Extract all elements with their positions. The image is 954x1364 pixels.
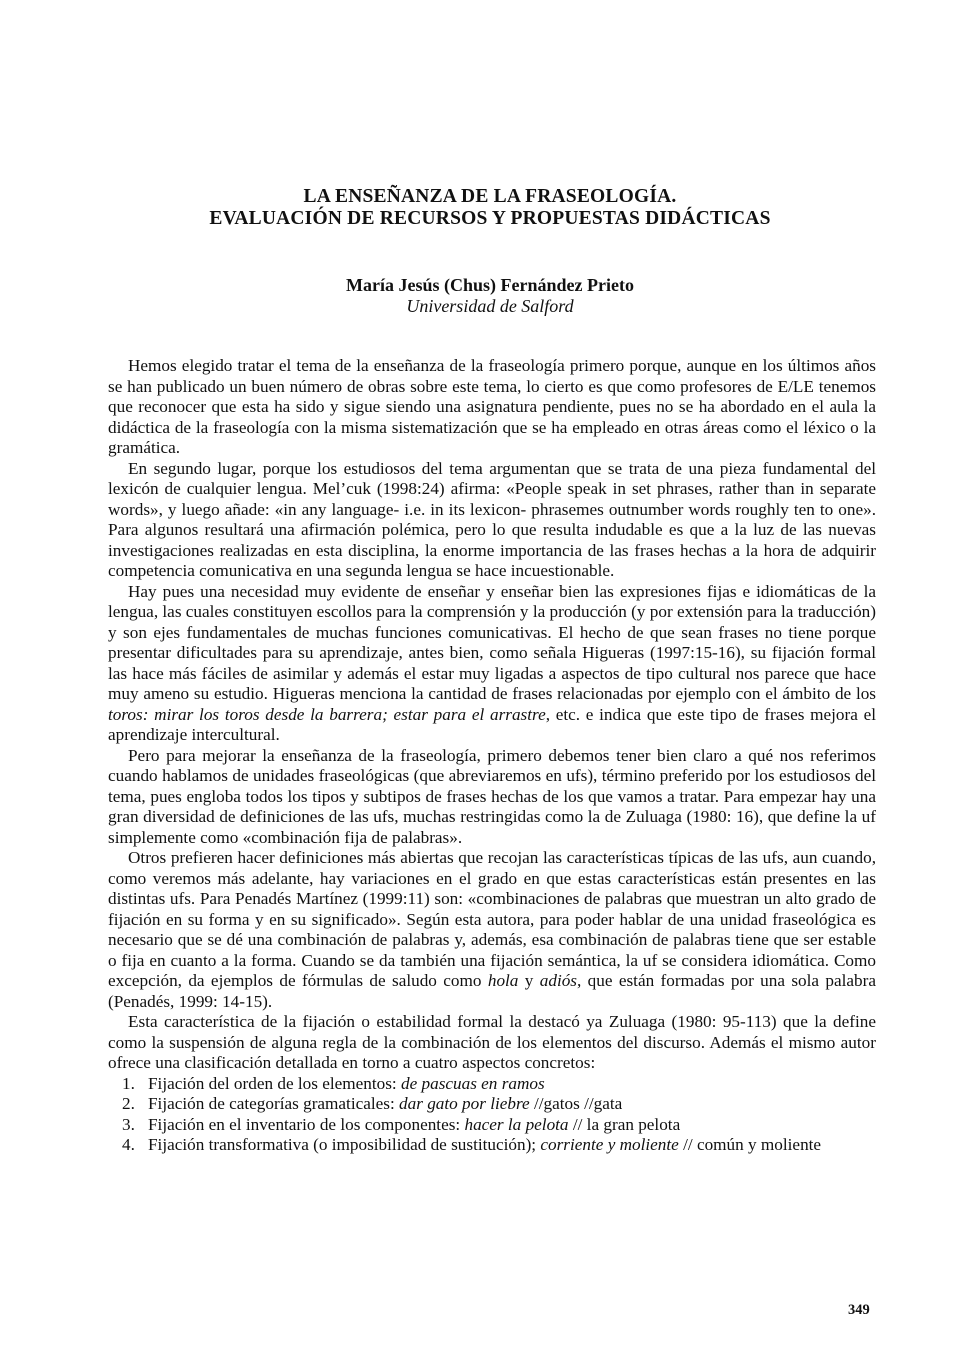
author-name: María Jesús (Chus) Fernández Prieto xyxy=(346,275,634,295)
author-affiliation: Universidad de Salford xyxy=(406,296,574,316)
page-number: 349 xyxy=(848,1302,870,1318)
article-body xyxy=(108,356,876,1156)
paragraph-5: Otros prefieren hacer definiciones más abiertas que recojan las características típicas de las ufs, aun cuando, como veremos más adelante, hay variaciones en el grado en que estas características están presentes en las distintas ufs. Para Penadés Martínez (1999:11) son: «combinaciones de palabras que muestran un alto grado de fijación en su forma y en su significado». Según esta autora, para poder hablar de una unidad fraseológica es necesario que se dé una combinación de palabras y, además, esa combinación de palabras tiene que ser estable o fija en cuanto a la forma. Cuando se da también una fijación semántica, la uf se considera idiomática. Como excepción, da ejemplos de fórmulas de saludo como hola y adiós, que están formadas por una sola palabra (Penadés, 1999: 14-15). xyxy=(108,848,876,1011)
article-title xyxy=(0,186,954,230)
paragraph-6: Esta característica de la fijación o estabilidad formal la destacó ya Zuluaga (1980: 95-113) que la define como la suspensión de alguna regla de la combinación de los elementos del discurso. Además el mismo autor ofrece una clasificación detallada en torno a cuatro aspectos concretos: xyxy=(108,1012,876,1072)
paragraph-2: En segundo lugar, porque los estudiosos del tema argumentan que se trata de una pieza fundamental del lexicón de cualquier lengua. Mel’cuk (1998:24) afirma: «People speak in set phrases, rather than in separate words», y luego añade: «in any language- i.e. in its lexicon- phrasemes outnumber words roughly ten to one». Para algunos resultará una afirmación polémica, pero lo que resulta indudable es que a la luz de las nuevas investigaciones realizadas en esta disciplina, la enorme importancia de las frases hechas a la hora de adquirir competencia comunicativa en una segunda lengua se hace incuestionable. xyxy=(108,458,876,580)
list-item: 4. Fijación transformativa (o imposibilidad de sustitución); corriente y moliente // común y moliente xyxy=(122,1135,822,1154)
list-item: 1. Fijación del orden de los elementos: de pascuas en ramos xyxy=(122,1073,545,1093)
paragraph-3: Hay pues una necesidad muy evidente de enseñar y enseñar bien las expresiones fijas e idiomáticas de la lengua, las cuales constituyen escollos para la comprensión y la producción (y por extensión para la traducción) y son ejes fundamentales de muchas funciones comunicativas. El hecho de que sean frases no tiene porque presentar dificultades para su aprendizaje, antes bien, como señala Higueras (1997:15-16), su fijación formal las hace más fáciles de asimilar y además el estar muy ligadas a aspectos de tipo cultural nos parece que hace muy ameno su estudio. Higueras menciona la cantidad de frases relacionadas por ejemplo con el ámbito de los toros: mirar los toros desde la barrera; estar para el arrastre, etc. e indica que este tipo de frases mejora el aprendizaje intercultural. xyxy=(108,581,876,744)
title-line-2: EVALUACIÓN DE RECURSOS Y PROPUESTAS DIDÁCTICAS xyxy=(209,208,771,229)
fixation-list xyxy=(108,1074,876,1156)
paragraph-4: Pero para mejorar la enseñanza de la fraseología, primero debemos tener bien claro a qué nos referimos cuando hablamos de unidades fraseológicas (que abreviaremos en ufs), término preferido por los estudiosos del tema, pues engloba todos los tipos y subtipos de frases hechas de los que vamos a tratar. Para empezar hay una gran diversidad de definiciones de las ufs, muchas restringidas como la de Zuluaga (1980: 16), que define la uf simplemente como «combinación fija de palabras». xyxy=(108,745,876,847)
paragraph-1: Hemos elegido tratar el tema de la enseñanza de la fraseología primero porque, aunque en los últimos años se han publicado un buen número de obras sobre este tema, lo cierto es que como profesores de E/LE tenemos que reconocer que esta ha sido y sigue siendo una asignatura pendiente, pues no se ha abordado en el aula la didáctica de la fraseología con la misma sistematización que se ha empleado en otras áreas como el léxico o la gramática. xyxy=(108,356,876,457)
list-item: 2. Fijación de categorías gramaticales: dar gato por liebre //gatos //gata xyxy=(122,1094,623,1113)
title-line-1: LA ENSEÑANZA DE LA FRASEOLOGÍA. xyxy=(303,186,677,207)
list-item: 3. Fijación en el inventario de los componentes: hacer la pelota // la gran pelota xyxy=(122,1114,681,1134)
